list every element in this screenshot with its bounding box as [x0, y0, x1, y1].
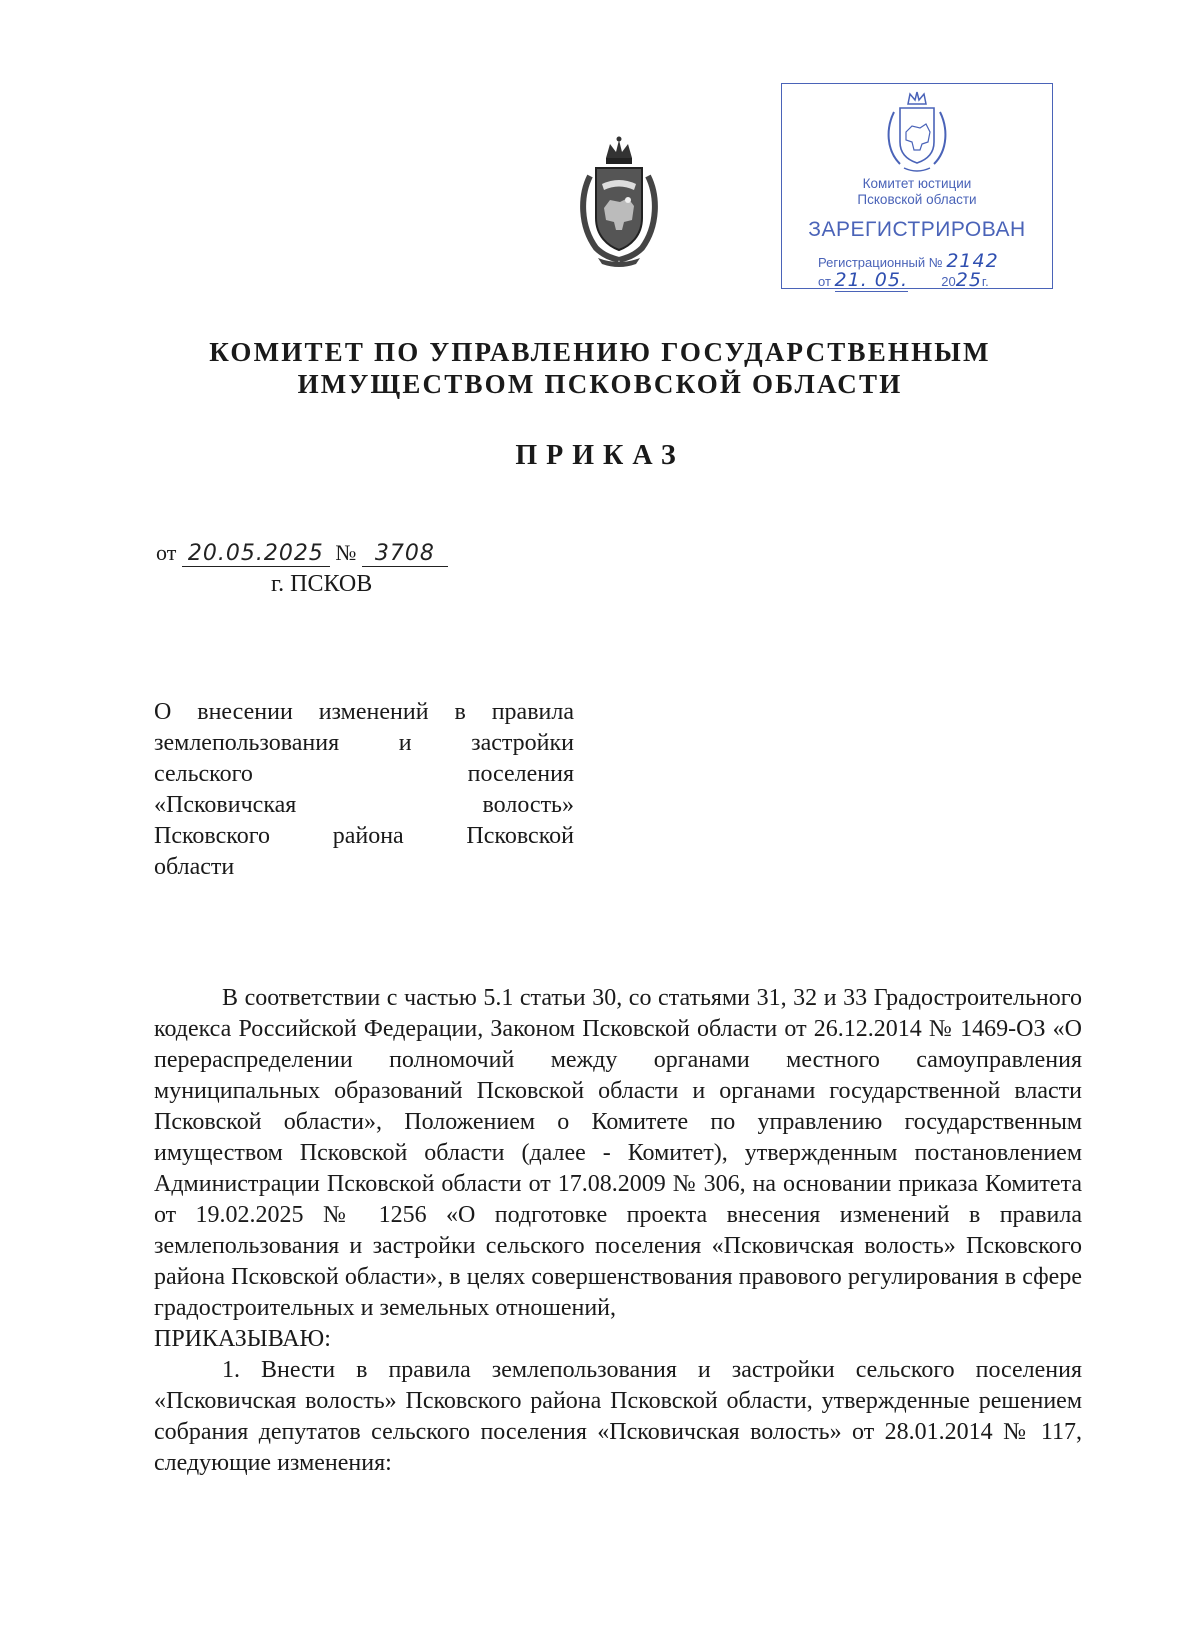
date-number-line	[156, 540, 448, 567]
order-body	[154, 983, 1082, 1479]
stamp-year-suffix: 25	[955, 269, 982, 291]
stamp-status: ЗАРЕГИСТРИРОВАН	[808, 218, 1026, 241]
document-title	[0, 336, 1200, 400]
order-date: 20.05.2025	[182, 541, 330, 567]
document-kind: ПРИКАЗ	[515, 440, 685, 471]
stamp-year-prefix: 20	[941, 274, 956, 289]
stamp-reg-label: Регистрационный №	[818, 255, 943, 270]
clause-1: 1. Внести в правила землепользования и застройки сельского поселения «Псковичская волость» Псковского района Псковской области, утвержденные решением собрания депутатов сельского поселения «Псковичская волость» от 28.01.2014 № 117, следующие изменения:	[154, 1357, 1082, 1476]
stamp-org-line2: Псковской области	[857, 192, 977, 207]
subject-line: землепользования и застройки	[154, 730, 574, 756]
preamble-paragraph: В соответствии с частью 5.1 статьи 30, со статьями 31, 32 и 33 Градостроительного кодекса Российской Федерации, Законом Псковской области от 26.12.2014 № 1469-ОЗ «О перераспределении полномочий между органами местного самоуправления муниципальных образований Псковской области и органами государственной власти Псковской области», Положением о Комитете по управлению государственным имуществом Псковской области (далее - Комитет), утвержденным постановлением Администрации Псковской области от 17.08.2009 № 306, на основании приказа Комитета от 19.02.2025 № 1256 «О подготовке проекта внесения изменений в правила землепользования и застройки сельского поселения «Псковичская волость» Псковского района Псковской области», в целях совершенствования правового регулирования в сфере градостроительных и земельных отношений,	[154, 985, 1082, 1321]
order-subject	[154, 697, 574, 883]
order-number: 3708	[362, 541, 448, 567]
stamp-date-label: от	[818, 274, 831, 289]
title-line1: КОМИТЕТ ПО УПРАВЛЕНИЮ ГОСУДАРСТВЕННЫМ	[209, 337, 991, 367]
subject-line: сельского поселения	[154, 761, 574, 787]
number-label: №	[335, 540, 357, 565]
order-word: ПРИКАЗЫВАЮ:	[154, 1326, 331, 1352]
stamp-date-row	[818, 269, 989, 292]
city: г. ПСКОВ	[271, 571, 373, 597]
stamp-reg-number: 2142	[946, 250, 999, 272]
subject-line: Псковского района Псковской	[154, 823, 574, 849]
subject-line: О внесении изменений в правила	[154, 699, 574, 725]
coat-of-arms-icon	[576, 136, 662, 268]
stamp-year-mark: г.	[981, 274, 989, 289]
subject-line: области	[154, 854, 235, 880]
date-from-label: от	[156, 540, 177, 565]
stamp-date-value: 21. 05.	[834, 269, 909, 291]
stamp-coat-of-arms-icon	[882, 90, 952, 174]
registration-stamp	[781, 83, 1053, 289]
subject-line: «Псковичская волость»	[154, 792, 574, 818]
stamp-org-line1: Комитет юстиции	[862, 176, 972, 191]
title-line2: ИМУЩЕСТВОМ ПСКОВСКОЙ ОБЛАСТИ	[297, 369, 903, 399]
